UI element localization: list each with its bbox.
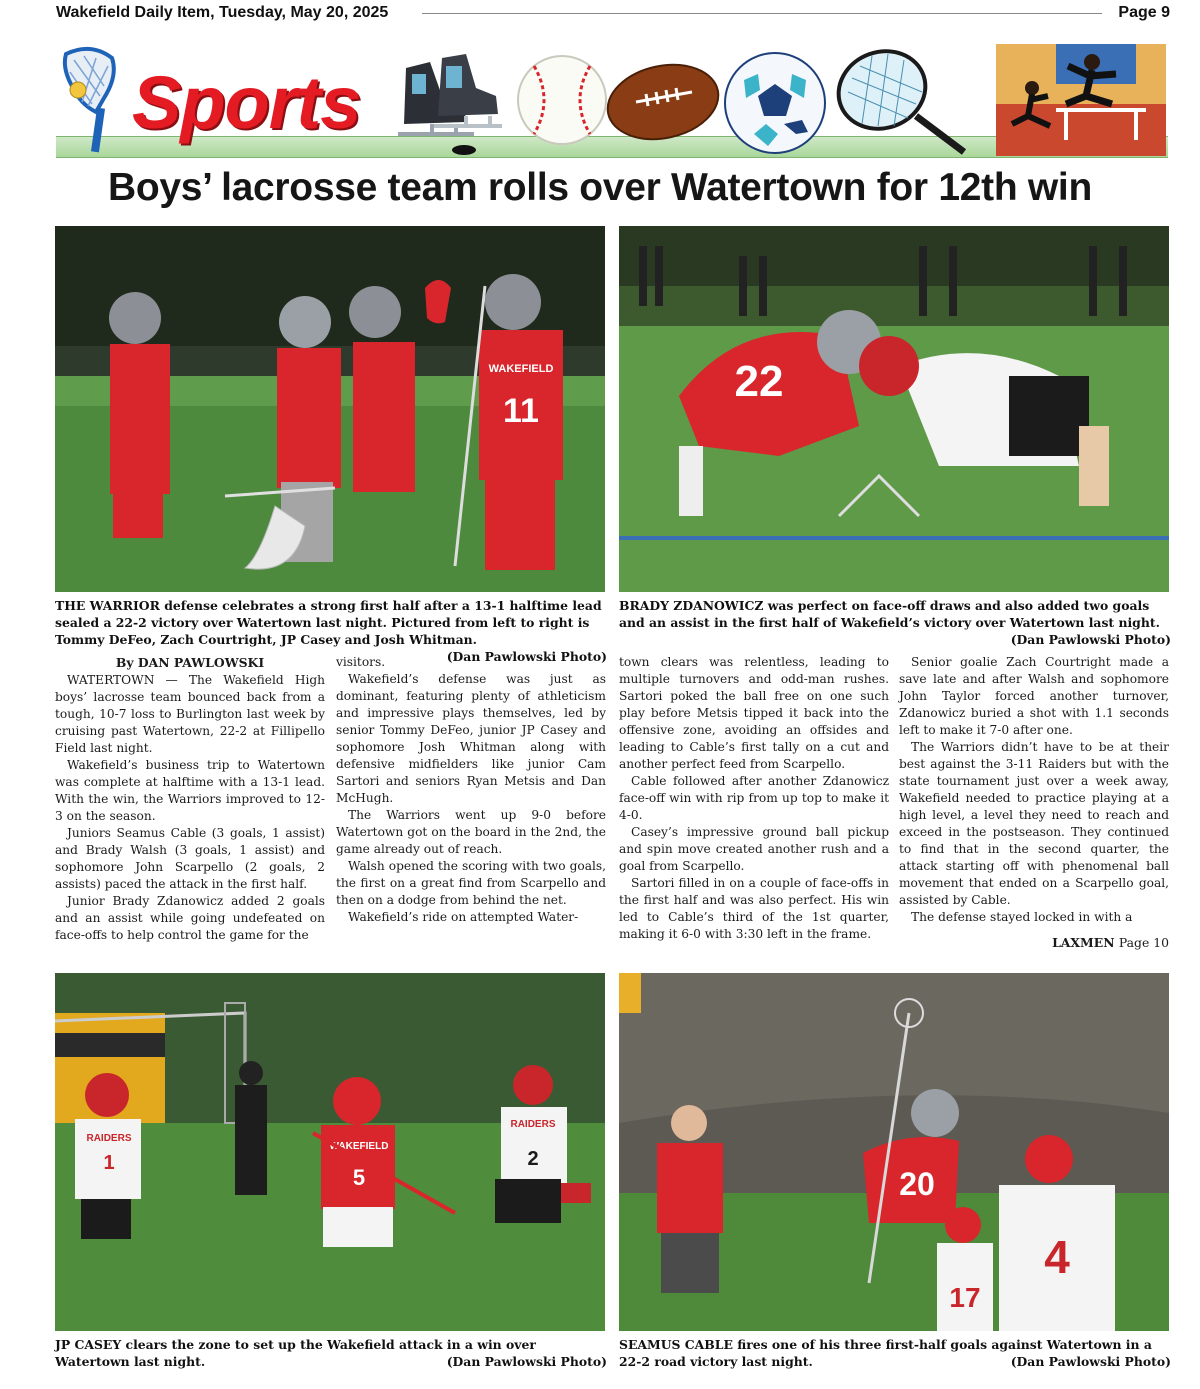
baseball-icon bbox=[514, 52, 610, 148]
jersey-team-name: WAKEFIELD bbox=[329, 1141, 389, 1152]
jersey-number-17: 17 bbox=[949, 1282, 981, 1313]
photo-credit: (Dan Pawlowski Photo) bbox=[1010, 632, 1171, 647]
paragraph: Casey’s impressive ground ball pickup and spin move created another rush and a goal from Scarpello. bbox=[619, 825, 889, 873]
paragraph: Senior goalie Zach Courtright made a save late and after Walsh and sophomore John Taylor forced another turnover, Zdanowicz buried a shot with 1.1 seconds left to make it 7-0 after one. bbox=[899, 655, 1169, 737]
jersey-number-4: 4 bbox=[1044, 1231, 1070, 1283]
paragraph: The Warriors didn’t have to be at their best against the 3-11 Raiders but with the state tournament just over a week away, Wakefield needed to practice playing at a high level, a level they need to reach and exceed in the postseason. They continued to find that in the second quarter, the attack starting off with phenomenal ball movement that ended on a Scarpello goal, assisted by Cable. bbox=[899, 740, 1169, 907]
lacrosse-stick-icon bbox=[56, 46, 126, 154]
jersey-number-5: 5 bbox=[352, 1165, 366, 1190]
jersey-team-name: RAIDERS bbox=[86, 1133, 132, 1144]
caption-text: BRADY ZDANOWICZ was perfect on face-off draws and also added two goals and an assist in the first half of Wakefield’s victory over Watertown last night. bbox=[619, 598, 1160, 630]
photo-jp-casey bbox=[55, 973, 605, 1331]
sports-title: Sports bbox=[132, 61, 361, 144]
paragraph: visitors. bbox=[336, 655, 386, 669]
article-column-2 bbox=[336, 654, 606, 926]
photo-credit: (Dan Pawlowski Photo) bbox=[446, 1354, 607, 1369]
jersey-number-20: 20 bbox=[899, 1166, 935, 1202]
jump-page: Page 10 bbox=[1118, 935, 1169, 950]
photo-defense-celebrates bbox=[55, 226, 605, 592]
jersey-team-name: WAKEFIELD bbox=[488, 363, 554, 375]
paragraph: Wakefield’s business trip to Watertown was complete at halftime with a 13-1 lead. With the win, the Warriors improved to 12-3 on the season. bbox=[55, 758, 325, 823]
jersey-number-11: 11 bbox=[503, 392, 539, 430]
paragraph: Junior Brady Zdanowicz added 2 goals and an assist while going undefeated on face-offs to help control the game for the bbox=[55, 894, 325, 942]
headline: Boys’ lacrosse team rolls over Watertown for 12th win bbox=[108, 166, 1092, 209]
paragraph: Cable followed after another Zdanowicz face-off win with rip from up top to make it 4-0. bbox=[619, 774, 889, 822]
photo-faceoff bbox=[619, 226, 1169, 592]
soccer-ball-icon bbox=[722, 50, 828, 156]
caption-text: SEAMUS CABLE fires one of his three first-half goals against Watertown in a 22-2 road victory last night. bbox=[619, 1337, 1152, 1369]
paragraph: The defense stayed locked in with a bbox=[911, 910, 1133, 924]
photo-seamus-cable bbox=[619, 973, 1169, 1331]
paragraph: town clears was relentless, leading to multiple turnovers and odd-man rushes. Sartori poked the ball free on one such play before Metsis tipped it back into the offensive zone, avoiding an offsides and leading to Cable’s first tally on a cut and another perfect feed from Scarpello. bbox=[619, 655, 889, 771]
jersey-number-2: 2 bbox=[527, 1148, 539, 1170]
jersey-team-name: RAIDERS bbox=[510, 1119, 556, 1130]
paragraph: Wakefield’s ride on attempted Water- bbox=[348, 910, 579, 924]
caption-faceoff bbox=[619, 597, 1171, 648]
byline: By DAN PAWLOWSKI bbox=[115, 655, 265, 670]
jersey-number-1: 1 bbox=[103, 1152, 115, 1174]
paragraph: Walsh opened the scoring with two goals, the first on a great find from Scarpello and then on a dodge from behind the net. bbox=[336, 859, 606, 907]
paragraph: The Warriors went up 9-0 before Watertown got on the board in the 2nd, the game already out of reach. bbox=[336, 808, 606, 856]
masthead-rule bbox=[422, 13, 1102, 14]
caption-text: THE WARRIOR defense celebrates a strong first half after a 13-1 halftime lead sealed a 22-2 victory over Watertown last night. Pictured from left to right is Tommy DeFeo, Zach Courtright, JP Casey and Josh Whitman. bbox=[55, 598, 602, 647]
jersey-number-22: 22 bbox=[734, 357, 784, 406]
caption-jp-casey bbox=[55, 1336, 607, 1370]
ice-skates-icon bbox=[386, 48, 504, 158]
paragraph: Wakefield’s defense was just as dominant, featuring plenty of athleticism and impressive plays themselves, led by senior Tommy DeFeo, junior JP Casey and sophomore Josh Whitman along with defensive midfielders like junior Cam Sartori and seniors Ryan Metsis and Dan McHugh. bbox=[336, 672, 606, 805]
caption-seamus-cable bbox=[619, 1336, 1171, 1370]
masthead-date: Wakefield Daily Item, Tuesday, May 20, 2025 bbox=[56, 4, 389, 21]
tennis-racket-icon bbox=[832, 48, 972, 158]
article-column-4 bbox=[899, 654, 1169, 951]
photo-credit: (Dan Pawlowski Photo) bbox=[446, 649, 607, 664]
paragraph: Juniors Seamus Cable (3 goals, 1 assist) and Brady Walsh (3 goals, 1 assist) and sophomore John Scarpello (2 goals, 2 assists) paced the attack in the first half. bbox=[55, 826, 325, 891]
jump-label: LAXMEN bbox=[1052, 935, 1115, 950]
article-column-1 bbox=[55, 654, 325, 944]
article-column-3 bbox=[619, 654, 889, 943]
jump-line bbox=[899, 934, 1169, 951]
paragraph: WATERTOWN — The Wakefield High boys’ lacrosse team bounced back from a tough, 10-7 loss to Burlington last week by cruising past Watertown, 22-2 at Fillipello Field last night. bbox=[55, 673, 325, 755]
football-icon bbox=[602, 52, 724, 152]
paragraph: Sartori filled in on a couple of face-offs in the first half and was also perfect. His win led to Cable’s third of the 1st quarter, making it 6-0 with 3:30 left in the frame. bbox=[619, 876, 889, 941]
hurdlers-icon bbox=[996, 44, 1166, 156]
caption-text: JP CASEY clears the zone to set up the Wakefield attack in a win over Watertown last night. bbox=[55, 1337, 536, 1369]
page-number: Page 9 bbox=[1118, 4, 1170, 21]
sports-banner bbox=[56, 42, 1168, 160]
photo-credit: (Dan Pawlowski Photo) bbox=[1010, 1354, 1171, 1369]
